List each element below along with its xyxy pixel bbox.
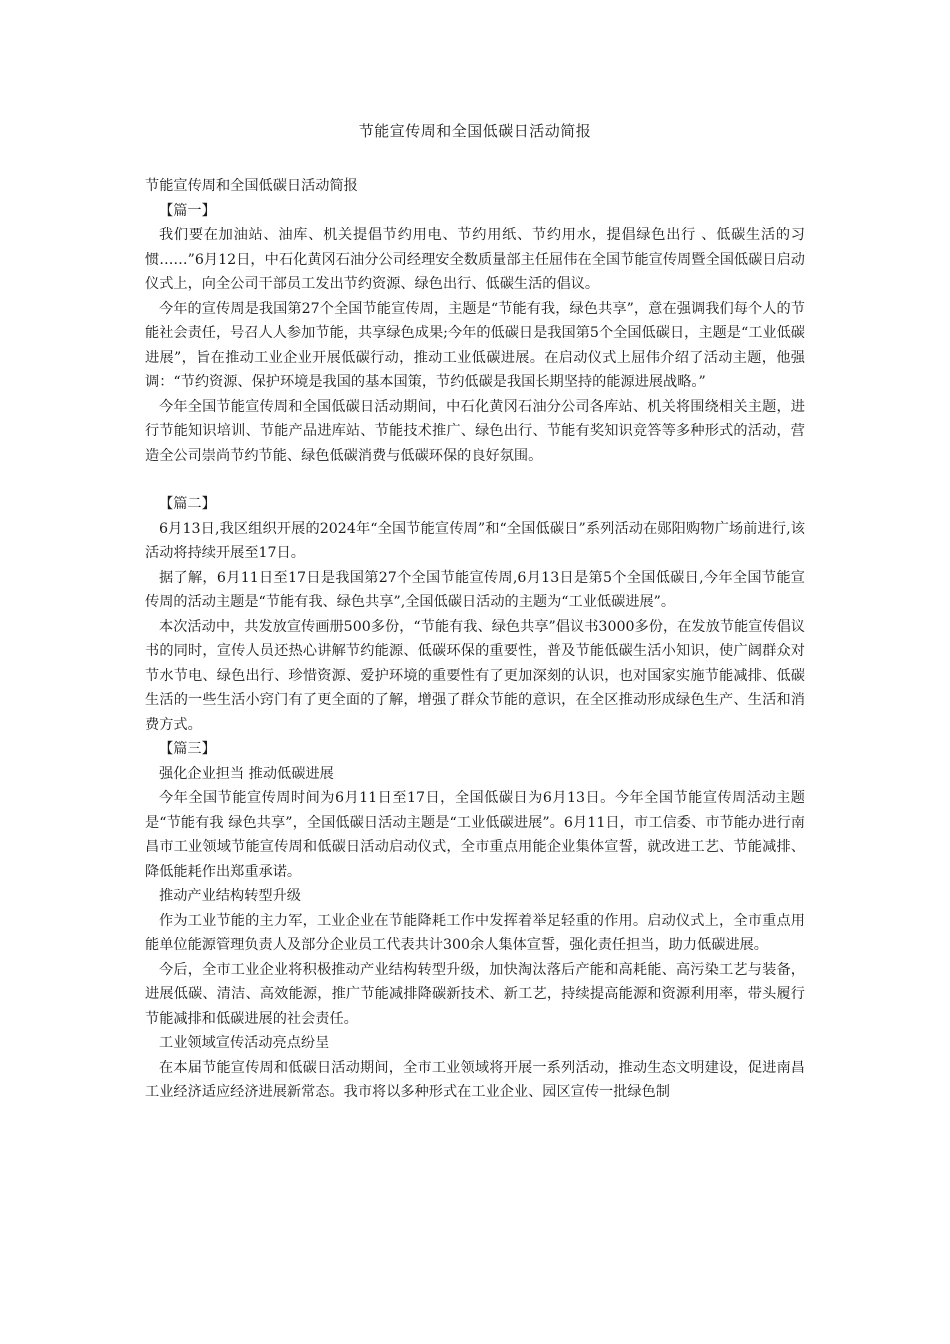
paragraph: 6月13日,我区组织开展的2024年“全国节能宣传周”和“全国低碳日”系列活动在郧阳购物广场前进行,该活动将持续开展至17日。 (145, 520, 805, 561)
paragraph: 本次活动中，共发放宣传画册500多份，“节能有我、绿色共享”倡议书3000多份，在发放节能宣传倡议书的同时，宣传人员还热心讲解节约能源、低碳环保的重要性，普及节能低碳生活小知识，使广阔群众对节水节电、绿色出行、珍惜资源、爱护环境的重要性有了更加深刻的认识，也对国家实施节能减排、低碳生活的一些生活小窍门有了更全面的了解，增强了群众节能的意识，在全区推动形成绿色生产、生活和消费方式。 (145, 618, 805, 733)
subheading: 强化企业担当 推动低碳进展 (159, 765, 334, 782)
section-heading-2: 【篇二】 (159, 496, 216, 512)
document-title: 节能宣传周和全国低碳日活动简报 (358, 122, 592, 140)
document-page (145, 120, 805, 1105)
subheading: 推动产业结构转型升级 (159, 888, 301, 904)
subheading: 工业领域宣传活动亮点纷呈 (159, 1035, 330, 1051)
section-heading-3: 【篇三】 (159, 741, 216, 757)
paragraph: 在本届节能宣传周和低碳日活动期间，全市工业领域将开展一系列活动，推动生态文明建设，促进南昌工业经济适应经济进展新常态。我市将以多种形式在工业企业、园区宣传一批绿色制 (145, 1059, 805, 1100)
document-subtitle: 节能宣传周和全国低碳日活动简报 (145, 178, 358, 194)
section-heading-1: 【篇一】 (159, 202, 216, 219)
paragraph: 作为工业节能的主力军，工业企业在节能降耗工作中发挥着举足轻重的作用。启动仪式上，全市重点用能单位能源管理负责人及部分企业员工代表共计300余人集体宣誓，强化责任担当，助力低碳进展。 (145, 912, 805, 953)
paragraph: 今年全国节能宣传周时间为6月11日至17日，全国低碳日为6月13日。今年全国节能宣传周活动主题是“节能有我 绿色共享”，全国低碳日活动主题是“工业低碳进展”。6月11日，市工信委、市节能办进行南昌市工业领域节能宣传周和低碳日活动启动仪式，全市重点用能企业集体宣誓，就改进工艺、节能减排、降低能耗作出郑重承诺。 (145, 790, 805, 880)
paragraph: 我们要在加油站、油库、机关提倡节约用电、节约用纸、节约用水，提倡绿色出行 、低碳生活的习惯……”6月12日，中石化黄冈石油分公司经理安全数质量部主任屈伟在全国节能宣传周暨全国低碳日启动仪式上，向全公司干部员工发出节约资源、绿色出行、低碳生活的倡议。 (145, 227, 805, 292)
section-spacer (145, 468, 805, 492)
paragraph: 今年全国节能宣传周和全国低碳日活动期间，中石化黄冈石油分公司各库站、机关将围绕相关主题，进行节能知识培训、节能产品进库站、节能技术推广、绿色出行、节能有奖知识竞答等多种形式的活动，营造全公司崇尚节约节能、绿色低碳消费与低碳环保的良好氛围。 (145, 398, 805, 464)
paragraph: 今年的宣传周是我国第27个全国节能宣传周，主题是“节能有我，绿色共享”，意在强调我们每个人的节能社会责任，号召人人参加节能，共享绿色成果;今年的低碳日是我国第5个全国低碳日，主题是“工业低碳进展”，旨在推动工业企业开展低碳行动，推动工业低碳进展。在启动仪式上屈伟介绍了活动主题，他强调：“节约资源、保护环境是我国的基本国策，节约低碳是我国长期坚持的能源进展战略。” (145, 300, 805, 390)
paragraph: 今后，全市工业企业将积极推动产业结构转型升级，加快淘汰落后产能和高耗能、高污染工艺与装备，进展低碳、清洁、高效能源，推广节能减排降碳新技术、新工艺，持续提高能源和资源利用率，带头履行节能减排和低碳进展的社会责任。 (145, 961, 805, 1027)
paragraph: 据了解，6月11日至17日是我国第27个全国节能宣传周,6月13日是第5个全国低碳日,今年全国节能宣传周的活动主题是“节能有我、绿色共享”,全国低碳日活动的主题为“工业低碳进展”。 (145, 569, 805, 610)
